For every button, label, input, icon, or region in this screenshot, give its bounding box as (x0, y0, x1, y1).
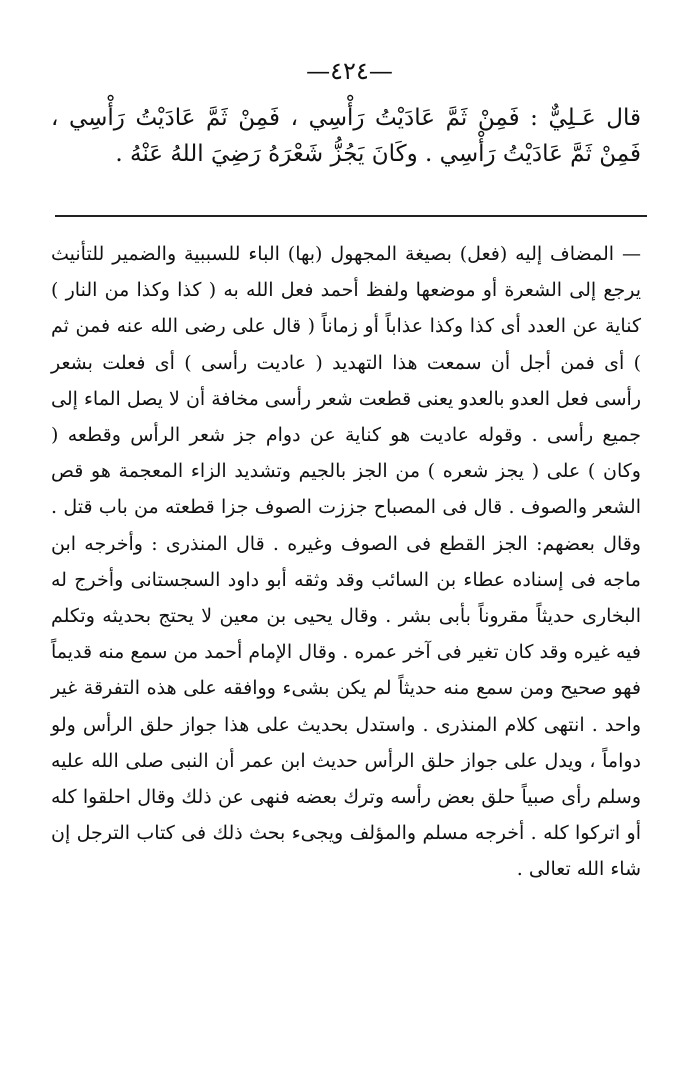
hadith-text-block (51, 100, 641, 172)
commentary-paragraph: — المضاف إليه (فعل) بصيغة المجهول (بها) الباء للسببية والضمير للتأنيث يرجع إلى الشعرة أو موضعها ولفظ أحمد فعل الله به ( كذا وكذا من النار ) كناية عن العدد أى كذا وكذا عذاباً أو زماناً ( قال على رضى الله عنه فمن ثم ) أى فمن أجل أن سمعت هذا التهديد ( عاديت رأسى ) أى فعلت بشعر رأسى فعل العدو بالعدو يعنى قطعت شعر رأسى مخافة أن لا يصل الماء إلى جميع رأسى . وقوله عاديت هو كناية عن دوام جز شعر الرأس وقطعه ( وكان ) على ( يجز شعره ) من الجز بالجيم وتشديد الزاء المعجمة هو قص الشعر والصوف . قال فى المصباح جززت الصوف جزا قطعته من باب قتل . وقال بعضهم: الجز القطع فى الصوف وغيره . قال المنذرى : وأخرجه ابن ماجه فى إسناده عطاء بن السائب وقد وثقه أبو داود السجستانى وأخرج له البخارى حديثاً مقروناً بأبى بشر . وقال يحيى بن معين لا يحتج بحديثه وتكلم فيه غيره وقد كان تغير فى آخر عمره . وقال الإمام أحمد من سمع منه قديماً فهو صحيح ومن سمع منه حديثاً لم يكن بشىء ووافقه على هذه التفرقة غير واحد . انتهى كلام المنذرى . واستدل بحديث على هذا جواز حلق الرأس ولو دواماً ، ويدل على جواز حلق الرأس حديث ابن عمر أن النبى صلى الله عليه وسلم رأى صبياً حلق بعض رأسه وترك بعضه فنهى عن ذلك وقال احلقوا كله أو اتركوا كله . أخرجه مسلم والمؤلف ويجىء بحث ذلك فى كتاب الترجل إن شاء الله تعالى . (51, 243, 641, 881)
section-divider (55, 215, 647, 217)
commentary-block (51, 236, 641, 888)
hadith-text: قال عَـلِيٌّ : فَمِنْ ثَمَّ عَادَيْتُ رَأْسِي ، فَمِنْ ثَمَّ عَادَيْتُ رَأْسِي ، فَمِنْ ثَمَّ عَادَيْتُ رَأْسِي . وكَانَ يَجُزُّ شَعْرَهُ رَضِيَ اللهُ عَنْهُ . (51, 105, 641, 167)
page-number: —٤٢٤— (306, 57, 393, 85)
